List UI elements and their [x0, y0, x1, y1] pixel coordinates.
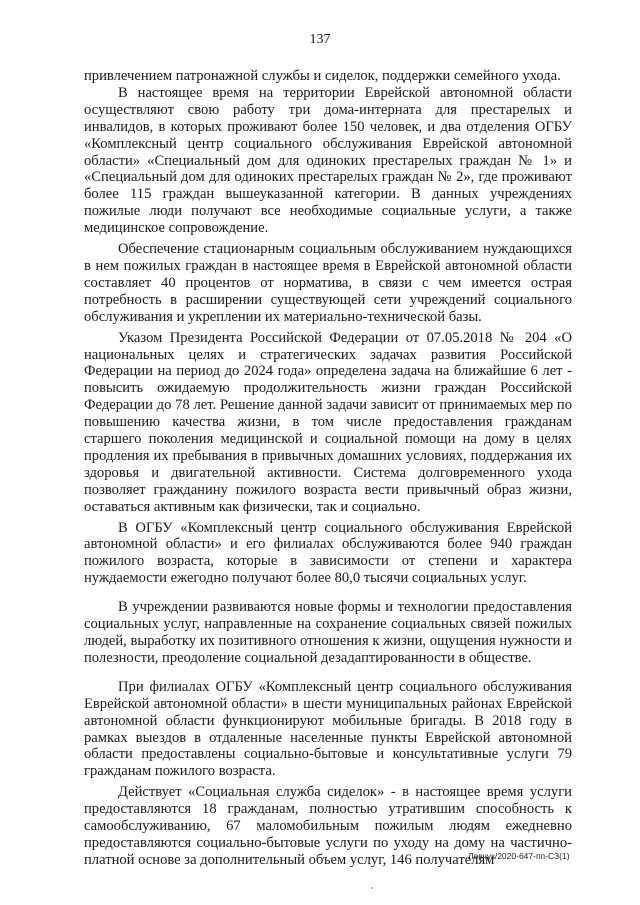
scan-artifact	[371, 887, 373, 889]
paragraph-7: При филиалах ОГБУ «Комплексный центр социального обслуживания Еврейской автономной области» в шести муниципальных районах Еврейской автономной области функционируют мобильные бригады. В 2018 году в рамках выездов в отдаленные населенные пункты Еврейской автономной области предоставлены социально-бытовые и консультативные услуги 79 гражданам пожилого возраста.	[84, 678, 572, 780]
paragraph-1: привлечением патронажной службы и сиделок, поддержки семейного ухода.	[84, 68, 561, 84]
paragraph-6: В учреждении развиваются новые формы и технологии предоставления социальных услуг, направленные на сохранение социальных связей пожилых людей, выработку их позитивного отношения к жизни, ощущения нужности и полезности, преодоление социальной дезадаптированности в обществе.	[84, 599, 572, 666]
paragraph-4: Указом Президента Российской Федерации от 07.05.2018 № 204 «О национальных целях и стратегических задачах развития Российской Федерации на период до 2024 года» определена задача на ближайшие 6 лет - повысить ожидаемую продолжительность жизни граждан Российской Федерации до 78 лет. Решение данной задачи зависит от принимаемых мер по повышению качества жизни, в том числе предоставления гражданам старшего поколения медицинской и социальной помощи на дому в целях продления их пребывания в привычных домашних условиях, поддержания их здоровья и двигательной активности. Система долговременного ухода позволяет гражданину пожилого возраста вести привычный образ жизни, оставаться активным как физически, так и социально.	[84, 329, 572, 515]
paragraph-3: Обеспечение стационарным социальным обслуживанием нуждающихся в нем пожилых граждан в настоящее время в Еврейской автономной области составляет 40 процентов от норматива, в связи с чем имеется острая потребность в расширении существующей сети учреждений социального обслуживания и укреплении их материально-технической базы.	[84, 241, 572, 325]
paragraph-5: В ОГБУ «Комплексный центр социального обслуживания Еврейской автономной области» и его филиалах обслуживаются более 940 граждан пожилого возраста, которые в зависимости от степени и характера нуждаемости ежегодно получают более 80,0 тысячи социальных услуг.	[84, 519, 572, 587]
paragraph-8: Действует «Социальная служба сиделок» - в настоящее время услуги предоставляются 18 гражданам, полностью утратившим способность к самообслуживанию, 67 маломобильным пожилым людям ежедневно предоставляются социально-бытовые услуги по уходу на дому на частично-платной основе за дополнительный объем услуг, 146 получателям	[84, 784, 572, 868]
document-body	[84, 68, 572, 869]
document-code: Левчук/2020-647-пп-СЗ(1)	[468, 851, 570, 861]
page-number: 137	[309, 32, 331, 47]
paragraph-2: В настоящее время на территории Еврейской автономной области осуществляют свою работу три дома-интерната для престарелых и инвалидов, в которых проживают более 150 человек, и два отделения ОГБУ «Комплексный центр социального обслуживания Еврейской автономной области» «Специальный дом для одиноких престарелых граждан № 1» и «Специальный дом для одиноких престарелых граждан № 2», где проживают более 115 граждан вышеуказанной категории. В данных учреждениях пожилые люди получают все необходимые социальные услуги, а также медицинское сопровождение.	[84, 84, 572, 237]
